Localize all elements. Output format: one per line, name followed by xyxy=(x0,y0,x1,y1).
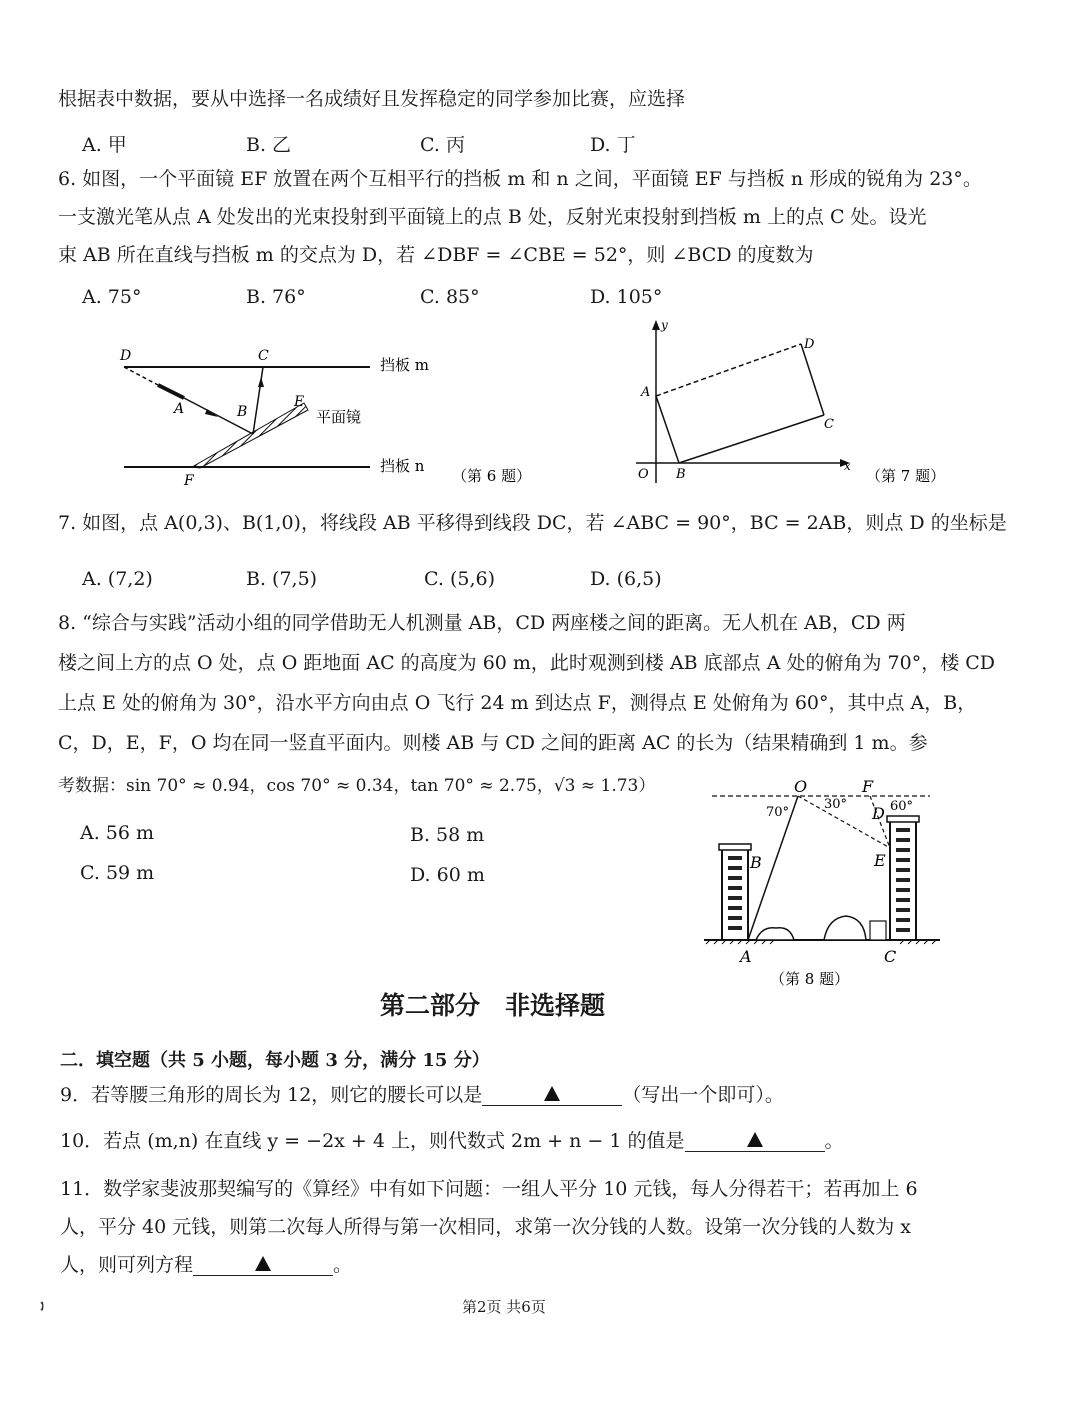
q10-answer-blank[interactable] xyxy=(685,1132,825,1152)
q7-option-a: A. (7,2) xyxy=(82,568,153,590)
label-o: O xyxy=(794,777,808,796)
label-x: x xyxy=(844,459,851,473)
building-cd-roof xyxy=(887,816,919,822)
q8-line4: C，D，E，F，O 均在同一竖直平面内。则楼 AB 与 CD 之间的距离 AC 的长为（结果精确到 1 m。参 xyxy=(58,732,928,754)
q9-answer-blank[interactable] xyxy=(482,1086,622,1106)
footer-mark: 🕽 xyxy=(40,1299,45,1315)
beam-arrow-ab xyxy=(205,409,218,417)
label-b: B xyxy=(237,404,248,420)
label-c: C xyxy=(824,417,834,432)
q5-option-b: B. 乙 xyxy=(246,134,292,156)
q8-line2: 楼之间上方的点 O 处，点 O 距地面 AC 的高度为 60 m，此时观测到楼 AB 底部点 A 处的俯角为 70°，楼 CD xyxy=(58,652,996,674)
q7-option-d: D. (6,5) xyxy=(590,568,662,590)
y-axis-arrow xyxy=(652,320,660,330)
q9-text: 9．若等腰三角形的周长为 12，则它的腰长可以是 xyxy=(60,1084,483,1106)
q6-option-b: B. 76° xyxy=(246,286,306,308)
q11-line1: 11．数学家斐波那契编写的《算经》中有如下问题：一组人平分 10 元钱，每人分得若干；若再加上 6 xyxy=(60,1178,918,1200)
label-a: A xyxy=(174,401,185,417)
q11-line3 xyxy=(60,1256,352,1276)
fill-blank-section-heading: 二．填空题（共 5 小题，每小题 3 分，满分 15 分） xyxy=(60,1050,490,1071)
triangle-icon xyxy=(544,1086,560,1101)
part2-title: 第二部分 非选择题 xyxy=(380,991,606,1020)
dashed-extension xyxy=(124,367,158,385)
angle-60: 60° xyxy=(890,799,914,814)
label-e: E xyxy=(874,851,886,870)
triangle-icon xyxy=(747,1132,763,1147)
q5-option-c: C. 丙 xyxy=(420,134,465,156)
triangle-icon xyxy=(255,1256,271,1271)
angle-30: 30° xyxy=(824,797,848,812)
label-y: y xyxy=(661,318,668,332)
q11-end: 。 xyxy=(333,1254,353,1276)
q5-tail: 根据表中数据，要从中选择一名成绩好且发挥稳定的同学参加比赛，应选择 xyxy=(58,88,686,110)
label-o: O xyxy=(638,467,649,482)
q5-option-a: A. 甲 xyxy=(82,134,127,156)
q6-line2: 一支激光笔从点 A 处发出的光束投射到平面镜上的点 B 处，反射光束投射到挡板 m 上的点 C 处。设光 xyxy=(58,206,927,228)
figure-6 xyxy=(100,340,560,490)
label-c: C xyxy=(884,947,897,966)
q6-line1: 6. 如图，一个平面镜 EF 放置在两个互相平行的挡板 m 和 n 之间，平面镜 EF 与挡板 n 形成的锐角为 23°。 xyxy=(58,168,982,190)
label-b: B xyxy=(750,853,762,872)
segment-ab xyxy=(656,396,679,463)
label-d: D xyxy=(120,348,132,364)
q10-text: 10．若点 (m,n) 在直线 y = −2x + 4 上，则代数式 2m + n − 1 的值是 xyxy=(60,1130,685,1152)
rock-left xyxy=(756,928,794,940)
q10-line xyxy=(60,1132,844,1152)
label-c: C xyxy=(258,348,269,364)
q9-hint: （写出一个即可）。 xyxy=(622,1084,784,1106)
label-e: E xyxy=(294,394,305,410)
q6-option-a: A. 75° xyxy=(82,286,142,308)
figure-7 xyxy=(628,318,958,490)
q8-line5: 考数据：sin 70° ≈ 0.94，cos 70° ≈ 0.34，tan 70° ≈ 2.75，√3 ≈ 1.73） xyxy=(58,776,656,796)
q11-text: 人，则可列方程 xyxy=(60,1254,194,1276)
figure-8 xyxy=(700,776,950,990)
q6-option-c: C. 85° xyxy=(420,286,480,308)
beam-bc xyxy=(253,367,263,434)
segment-bc xyxy=(679,415,824,463)
beam-arrow-bc xyxy=(258,377,264,387)
q8-option-d: D. 60 m xyxy=(410,864,485,886)
q11-answer-blank[interactable] xyxy=(193,1256,333,1276)
q10-end: 。 xyxy=(824,1130,844,1152)
caption-6: （第 6 题） xyxy=(452,467,532,485)
caption-7: （第 7 题） xyxy=(866,467,946,485)
angle-70: 70° xyxy=(766,805,790,820)
rock-right xyxy=(824,916,866,940)
q8-option-a: A. 56 m xyxy=(80,822,155,844)
q6-line3: 束 AB 所在直线与挡板 m 的交点为 D，若 ∠DBF = ∠CBE = 52°，则 ∠BCD 的度数为 xyxy=(58,244,814,266)
q9-line xyxy=(60,1086,784,1106)
label-baffle-m: 挡板 m xyxy=(380,356,429,374)
bench xyxy=(870,921,886,940)
building-ab-roof xyxy=(719,844,751,850)
dashed-ad xyxy=(656,344,801,396)
caption-8: （第 8 题） xyxy=(770,970,850,988)
q8-option-b: B. 58 m xyxy=(410,824,485,846)
label-d: D xyxy=(804,337,815,352)
label-a: A xyxy=(641,385,651,400)
q8-option-c: C. 59 m xyxy=(80,862,155,884)
label-d: D xyxy=(872,804,885,823)
q7-option-c: C. (5,6) xyxy=(424,568,495,590)
q5-option-d: D. 丁 xyxy=(590,134,636,156)
label-b: B xyxy=(676,467,686,482)
page-number: 第2页 共6页 xyxy=(462,1298,546,1316)
label-a: A xyxy=(740,947,752,966)
q7-option-b: B. (7,5) xyxy=(246,568,318,590)
label-f: F xyxy=(184,473,194,489)
q7-line1: 7. 如图，点 A(0,3)、B(1,0)，将线段 AB 平移得到线段 DC，若 ∠ABC = 90°，BC = 2AB，则点 D 的坐标是 xyxy=(58,512,1007,534)
q8-line1: 8. “综合与实践”活动小组的同学借助无人机测量 AB，CD 两座楼之间的距离。无人机在 AB，CD 两 xyxy=(58,612,906,634)
segment-dc xyxy=(801,344,824,415)
q6-option-d: D. 105° xyxy=(590,286,663,308)
q11-line2: 人，平分 40 元钱，则第二次每人所得与第一次相同，求第一次分钱的人数。设第一次分钱的人数为 x xyxy=(60,1216,912,1238)
label-f: F xyxy=(862,777,874,796)
laser-pen xyxy=(158,385,184,398)
label-baffle-n: 挡板 n xyxy=(380,457,425,475)
q8-line3: 上点 E 处的俯角为 30°，沿水平方向由点 O 飞行 24 m 到达点 F，测得点 E 处俯角为 60°，其中点 A，B， xyxy=(58,692,977,714)
label-mirror: 平面镜 xyxy=(316,408,362,426)
